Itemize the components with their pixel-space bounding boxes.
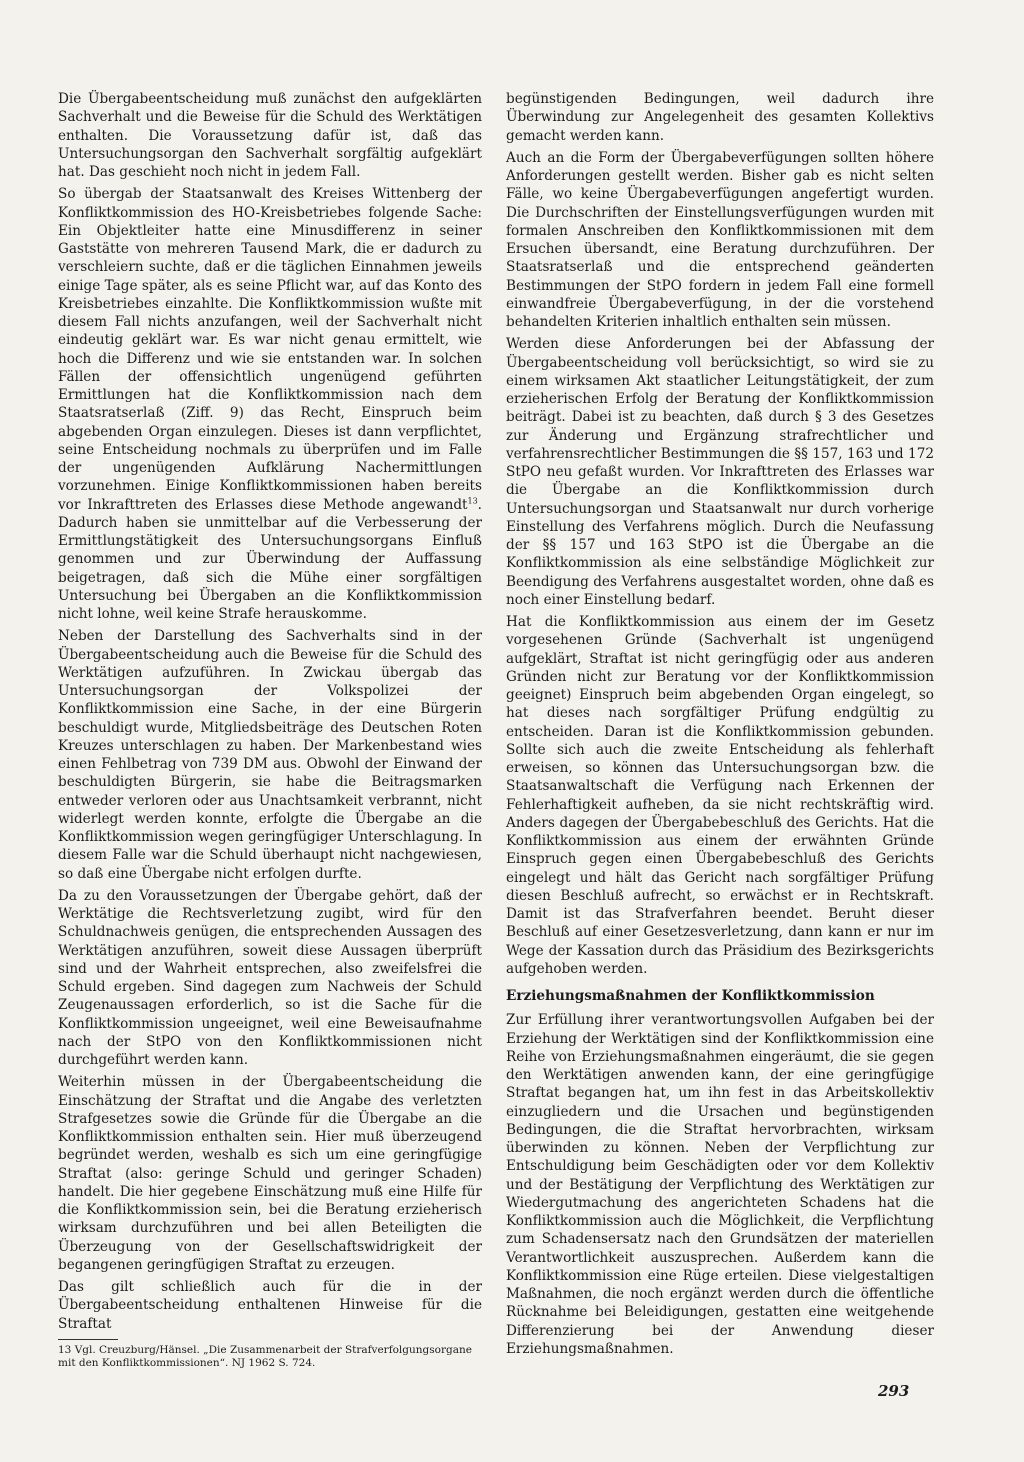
footnote: 13 Vgl. Creuzburg/Hänsel. „Die Zusammenarbeit der Strafverfolgungsorgane mit den Konfliktkommissionen“. NJ 1962 S. 724.: [58, 1343, 472, 1369]
paragraph: Zur Erfüllung ihrer verantwortungsvollen Aufgaben bei der Erziehung der Werktätigen sind der Konfliktkommission eine Reihe von Erziehungsmaßnahmen eingeräumt, die sie gegen den Werktätigen anwenden kann, der eine geringfügige Straftat begangen hat, um ihn fest in das Arbeitskollektiv einzugliedern und die Ursachen und begünstigenden Bedingungen, die die Straftat hervorbrachten, wirksam überwinden zu können. Neben der Verpflichtung zur Entschuldigung beim Geschädigten oder vor dem Kollektiv und der Bestätigung der Verpflichtung des Werktätigen zur Wiedergutmachung des angerichteten Schadens hat die Konfliktkommission auch die Möglichkeit, die Verpflichtung zum Schadensersatz nach den Grundsätzen der materiellen Verantwortlichkeit auszusprechen. Außerdem kann die Konfliktkommission eine Rüge erteilen. Diese vielgestaltigen Maßnahmen, die noch ergänzt werden durch die öffentliche Rücknahme bei Beleidigungen, gestatten eine weitgehende Differenzierung bei der Anwendung dieser Erziehungsmaßnahmen.: [506, 1012, 934, 1357]
paragraph: Hat die Konfliktkommission aus einem der im Gesetz vorgesehenen Gründe (Sachverhalt ist ungenügend aufgeklärt, Straftat ist nicht geringfügig oder aus anderen Gründen nicht zur Beratung vor der Konfliktkommission geeignet) Einspruch beim abgebenden Organ eingelegt, so hat dieses nach sorgfältiger Prüfung endgültig zu entscheiden. Daran ist die Konfliktkommission gebunden. Sollte sich auch die zweite Entscheidung als fehlerhaft erweisen, so können das Untersuchungsorgan bzw. die Staatsanwaltschaft die Verfügung nach Erkennen der Fehlerhaftigkeit aufheben, da sie nicht rechtskräftig wird. Anders dagegen der Übergabebeschluß des Gerichts. Hat die Konfliktkommission aus einem der erwähnten Gründe Einspruch gegen einen Übergabebeschluß des Gerichts eingelegt und hält das Gericht nach sorgfältiger Prüfung diesen Beschluß aufrecht, so erwächst er in Rechtskraft. Damit ist das Strafverfahren beendet. Beruht dieser Beschluß auf einer Gesetzesverletzung, dann kann er nur im Wege der Kassation durch das Präsidium des Bezirksgerichts aufgehoben werden.: [506, 614, 934, 977]
right-column: [506, 90, 934, 1362]
paragraph: Auch an die Form der Übergabeverfügungen sollten höhere Anforderungen gestellt werden. Bisher gab es nicht selten Fälle, wo keine Übergabeverfügungen angefertigt wurden. Die Durchschriften der Einstellungsverfügungen wurden mit formalen Anschreiben den Konfliktkommissionen mit dem Ersuchen übersandt, eine Beratung durchzuführen. Der Staatsratserlaß und die entsprechend geänderten Bestimmungen der StPO fordern in jedem Fall eine formell einwandfreie Übergabeverfügung, in der die vorstehend behandelten Kriterien inhaltlich enthalten sein müssen.: [506, 149, 934, 330]
paragraph: [58, 185, 482, 623]
left-column: [58, 90, 482, 1370]
paragraph: Werden diese Anforderungen bei der Abfassung der Übergabeentscheidung voll berücksichtigt, so wird sie zu einem wirksamen Akt staatlicher Leitungstätigkeit, der zum erzieherischen Erfolg der Beratung der Konfliktkommission beiträgt. Dabei ist zu beachten, daß durch § 3 des Gesetzes zur Änderung und Ergänzung strafrechtlicher und verfahrensrechtlicher Bestimmungen die §§ 157, 163 und 172 StPO neu gefaßt wurden. Vor Inkrafttreten des Erlasses war die Übergabe an die Konfliktkommission durch Untersuchungsorgan und Staatsanwalt nur durch vorherige Einstellung des Verfahrens möglich. Durch die Neufassung der §§ 157 und 163 StPO ist die Übergabe an die Konfliktkommission als eine selbständige Möglichkeit zur Beendigung des Verfahrens ausgestaltet worden, ohne daß es noch einer Einstellung bedarf.: [506, 336, 934, 608]
paragraph: Die Übergabeentscheidung muß zunächst den aufgeklärten Sachverhalt und die Beweise für die Schuld des Werktätigen enthalten. Die Voraussetzung dafür ist, daß das Untersuchungsorgan den Sachverhalt sorgfältig aufgeklärt hat. Das geschieht noch nicht in jedem Fall.: [58, 91, 482, 180]
paragraph: Weiterhin müssen in der Übergabeentscheidung die Einschätzung der Straftat und die Angabe des verletzten Strafgesetzes sowie die Gründe für die Übergabe an die Konfliktkommission enthalten sein. Hier muß überzeugend begründet werden, weshalb es sich um eine geringfügige Straftat (also: geringe Schuld und geringer Schaden) handelt. Die hier gegebene Einschätzung muß eine Hilfe für die Konfliktkommission sein, bei die Beratung erzieherisch wirksam durchzuführen und bei allen Beteiligten die Überzeugung von der Gesellschaftswidrigkeit der begangenen geringfügigen Straftat zu erzeugen.: [58, 1074, 482, 1273]
paragraph-text: So übergab der Staatsanwalt des Kreises Wittenberg der Konfliktkommission des HO-Kreisbetriebes folgende Sache: Ein Objektleiter hatte eine Minusdifferenz in seiner Gaststätte von mehreren Tausend Mark, die er dadurch zu verschleiern suchte, daß er die täglichen Einnahmen jeweils einige Tage später, als es seine Pflicht war, auf das Konto des Kreisbetriebes einzahlte. Die Konfliktkommission wußte mit diesem Fall nichts anzufangen, weil der Sachverhalt nicht eindeutig geklärt war. Es war nicht genau ermittelt, wie hoch die Differenz und wie sie entstanden war. In solchen Fällen der offensichtlich ungenügend geführten Ermittlungen hat die Konfliktkommission nach dem Staatsratserlaß (Ziff. 9) das Recht, Einspruch beim abgebenden Organ einzulegen. Dieses ist dann verpflichtet, seine Entscheidung nochmals zu überprüfen und im Falle der ungenügenden Aufklärung Nachermittlungen vorzunehmen. Einige Konfliktkommissionen haben bereits vor Inkrafttreten des Erlasses diese Methode angewandt: [58, 186, 482, 513]
paragraph: Das gilt schließlich auch für die in der Übergabeentscheidung enthaltenen Hinweise für die Straftat: [58, 1279, 482, 1332]
paragraph-text: . Dadurch haben sie unmittelbar auf die Verbesserung der Ermittlungstätigkeit des Untersuchungsorgans Einfluß genommen und zur Überwindung der Auffassung beigetragen, daß sich die Mühe einer sorgfältigen Untersuchung bei Übergaben an die Konfliktkommission nicht lohne, weil keine Strafe herauskomme.: [58, 496, 482, 622]
page-number: 293: [878, 1382, 910, 1400]
section-heading: Erziehungsmaßnahmen der Konfliktkommission: [506, 988, 875, 1004]
footnote-divider: [58, 1339, 118, 1340]
footnote-reference[interactable]: 13: [467, 495, 478, 505]
paragraph: Neben der Darstellung des Sachverhalts sind in der Übergabeentscheidung auch die Beweise für die Schuld des Werktätigen aufzuführen. In Zwickau übergab das Untersuchungsorgan der Volkspolizei der Konfliktkommission eine Sache, in der eine Bürgerin beschuldigt wurde, Mitgliedsbeiträge des Deutschen Roten Kreuzes unterschlagen zu haben. Der Markenbestand wies einen Fehlbetrag von 739 DM aus. Obwohl der Einwand der beschuldigten Bürgerin, sie habe die Beitragsmarken entweder verloren oder aus Unachtsamkeit verbrannt, nicht widerlegt werden konnte, erfolgte die Übergabe an die Konfliktkommission wegen geringfügiger Unterschlagung. In diesem Falle war die Schuld überhaupt nicht nachgewiesen, so daß eine Übergabe nicht erfolgen durfte.: [58, 628, 482, 882]
paragraph: Da zu den Voraussetzungen der Übergabe gehört, daß der Werktätige die Rechtsverletzung zugibt, wird für den Schuldnachweis genügen, die entsprechenden Aussagen des Werktätigen anzuführen, soweit diese Aussagen überprüft sind und der Wahrheit entsprechen, also zweifelsfrei die Schuld ergeben. Sind dagegen zum Nachweis der Schuld Zeugenaussagen erforderlich, so ist die Sache für die Konfliktkommission ungeeignet, weil eine Beweisaufnahme nach der StPO von den Konfliktkommissionen nicht durchgeführt werden kann.: [58, 887, 482, 1068]
paragraph: begünstigenden Bedingungen, weil dadurch ihre Überwindung zur Angelegenheit des gesamten Kollektivs gemacht werden kann.: [506, 91, 934, 144]
